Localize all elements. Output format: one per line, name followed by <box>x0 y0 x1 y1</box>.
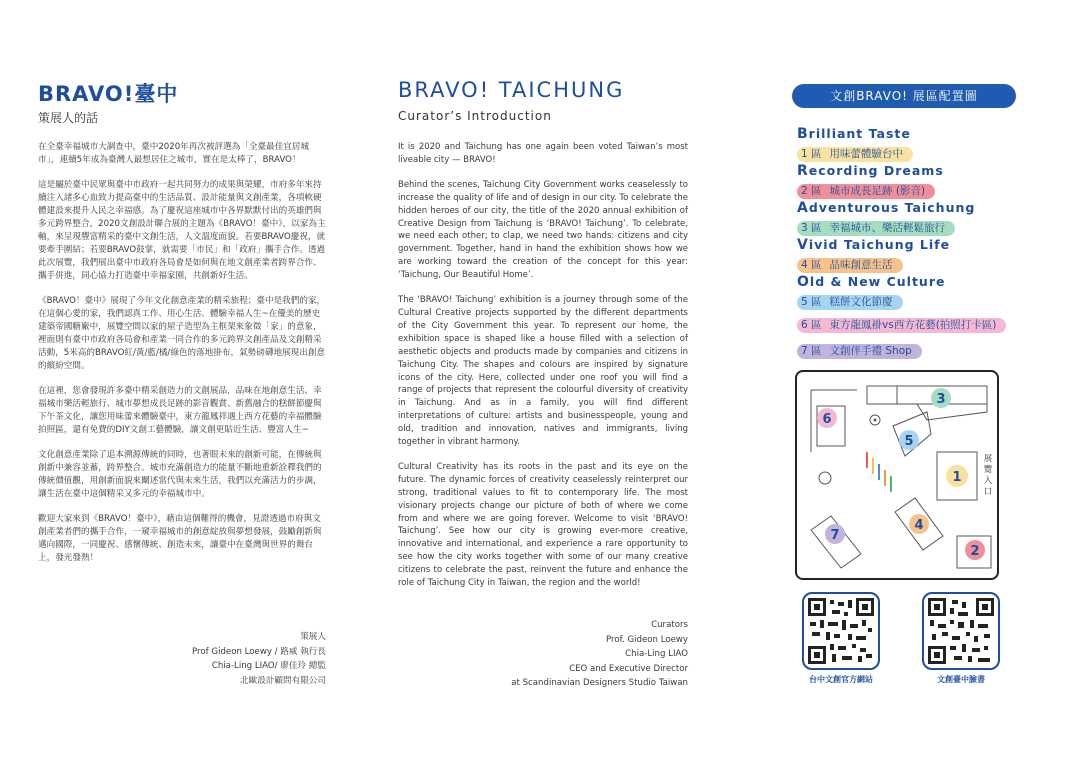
zone-name: Old & New Culture <box>797 274 946 290</box>
zh-credit-line: Prof Gideon Loewy / 路威 執行長 <box>192 646 326 657</box>
qr-code <box>922 592 1000 670</box>
zone-name: Adventurous Taichung <box>797 200 976 216</box>
zone-name: Brilliant Taste <box>797 126 911 142</box>
qr-label: 文創臺中臉書 <box>937 675 985 684</box>
zh-body <box>38 141 326 577</box>
en-paragraph: It is 2020 and Taichung has one again been voted Taiwan’s most liveable city — BRAVO! <box>398 142 688 165</box>
en-credit-line: CEO and Executive Director <box>569 663 688 674</box>
zone3-number: 3 <box>936 392 946 407</box>
zone-pill: 2 區 城市成長足跡 (影音) <box>797 184 935 199</box>
zh-paragraph: 在這裡，您會發現許多臺中精采創造力的文創展品，品味在地創意生活、幸福城市樂活輕旅行、城市夢想成長足跡的影音觀賞、新舊融合的糕餅節慶與下午茶文化，讓您用味蕾來體驗臺中，東方龍鳳祥遇上西方花藝的幸福體驗拍照區，還有免費的DIY文創工藝體驗，讓文創更貼近生活、豐富人生~ <box>38 386 322 435</box>
zone5-number: 5 <box>904 434 914 449</box>
zh-credit-line: 北歐設計顧問有限公司 <box>240 675 326 686</box>
zone-5 <box>797 274 1047 311</box>
wall-block <box>867 386 987 404</box>
zone-7 <box>797 339 1047 365</box>
en-credit-line: Prof. Gideon Loewy <box>605 634 688 645</box>
qr-pattern <box>928 598 994 664</box>
zh-paragraph: 《BRAVO！臺中》展現了今年文化創意產業的精采旅程；臺中是我們的家，在這個心愛的家，我們認真工作、用心生活、體驗幸福人生~在優美的歷史建築帝國糖廠中，展覽空間以家的屋子造型為主框架來象徵「家」的意象，裡面則有臺中市政府各局會和產業一同合作的多元跨界文創產品及文創精采活動，5米高的BRAVO紅/黃/藍/橘/綠色的落地掛布，氣勢磅礴地展現出創意的繽紛空間。 <box>38 296 326 371</box>
qr-facebook[interactable] <box>922 592 1000 685</box>
zone-4 <box>797 237 1047 274</box>
qr-official-site[interactable] <box>802 592 880 685</box>
qr-code <box>802 592 880 670</box>
zh-credits <box>192 630 326 688</box>
en-title: BRAVO! TAICHUNG <box>398 78 625 102</box>
zone-pill: 5 區 糕餅文化節慶 <box>797 295 903 310</box>
pillar <box>819 472 831 484</box>
zh-credit-line: Chia-Ling LIAO/ 廖佳玲 總監 <box>211 661 326 671</box>
zh-credit-line: 策展人 <box>300 632 326 642</box>
english-column <box>398 0 688 768</box>
zh-title: BRAVO!臺中 <box>38 82 179 106</box>
en-credit-line: Curators <box>651 620 688 630</box>
zone2-number: 2 <box>970 544 980 559</box>
en-paragraph: Cultural Creativity has its roots in the past and its eye on the future. The dynamic forces of creativity ceaselessly reinterpret our strong, traditional values to fit to contemporary life. The most visionary projects change our picture of both of where we come from and where we are going forever. Welcome to visit ‘BRAVO! Taichung’. See how our city is growing ever-more creative, innovative and international, and experience a rare opportunity to see how the city works together with some of our many creative citizens to celebrate the past, reinvent the future and enhance the role of Taichung City in Taiwan, the region and the world! <box>398 461 688 589</box>
zone4-number: 4 <box>914 518 924 533</box>
zone-legend <box>797 126 1047 365</box>
zh-paragraph: 文化創意產業除了追本溯源傳統的同時，也著眼未來的創新可能，在傳統與創新中兼容並蓄，跨界整合。城市充滿創造力的能量不斷地重新詮釋我們的傳統價值觀，用創新面貌來闡述當代與未來生活，我們以充滿活力的步調，讓生活在臺中這個精采又多元的幸福城市中。 <box>38 450 322 499</box>
zh-paragraph: 這是屬於臺中民眾與臺中市政府一起共同努力的成果與榮耀，市府多年來持續注入諸多心血致力提高臺中的生活品質、設計能量與文創產業，各項軟硬體建設來提升人民之幸福感。為了慶祝這座城市中各界默默付出的英雄們與多元跨界整合，2020文創設計聯合展的主題為《BRAVO！臺中》，以家為主軸，來呈現豐富精采的臺中文創生活，人文溫度面貌。若要BRAVO慶祝，就要牽手圍結；若要BRAVO鼓掌，就需要「市民」和「政府」攜手合作。透過此次展覽，我們展出臺中市政府各局會是如何與在地文創產業者跨界合作、攜手併進，同心協力打造臺中幸福家園，共創新好生活。 <box>38 180 326 281</box>
zh-paragraph: 歡迎大家來到《BRAVO！臺中》，藉由這個難得的機會，見證透過市府與文創產業者們的攜手合作，一窺幸福城市的創意綻放與夢想發展，鼓勵創新與邁向國際，一同慶祝、感懷傳統、創造未來，讓臺中在臺灣與世界的舞台上，發光發熱！ <box>38 514 322 563</box>
zone-pill: 4 區 品味創意生活 <box>797 258 903 273</box>
zone-pill: 1 區 用味蕾體驗台中 <box>797 147 913 162</box>
qr-label: 台中文創官方網站 <box>809 675 873 684</box>
pillar-dot <box>874 419 877 422</box>
en-body <box>398 141 688 602</box>
entrance-label: 展覽入口 <box>983 454 993 497</box>
en-credit-line: Chia-Ling LIAO <box>625 649 688 659</box>
zone-6 <box>797 313 1047 339</box>
en-credit-line: at Scandinavian Designers Studio Taiwan <box>511 678 688 688</box>
zone-2 <box>797 163 1047 200</box>
en-subtitle: Curator’s Introduction <box>398 109 552 123</box>
map-title: 文創BRAVO! 展區配置圖 <box>792 84 1016 108</box>
zone6-number: 6 <box>822 412 832 427</box>
en-credits <box>511 618 688 691</box>
zone-pill: 3 區 幸福城市、樂活輕鬆旅行 <box>797 221 955 236</box>
zh-subtitle: 策展人的話 <box>38 111 99 125</box>
floor-plan <box>795 370 999 580</box>
zone-name: Recording Dreams <box>797 163 944 179</box>
zone-pill: 6 區 東方龍鳳褂vs西方花藝(拍照打卡區) <box>797 318 1006 333</box>
zone7-number: 7 <box>830 528 840 543</box>
zone-3 <box>797 200 1047 237</box>
zone-pill: 7 區 文創伴手禮 Shop <box>797 344 922 359</box>
en-paragraph: The ‘BRAVO! Taichung’ exhibition is a journey through some of the Cultural Creative projects supported by the different departments of the City Government this year. To represent our home, the exhibition space is shaped like a house filled with a selection of aesthetic objects and products made by companies and citizens in Taichung City. The shapes and colours are inspired by signature icons of the city. Here, collected under one roof you will find a range of projects that represent the colourful diversity of creativity in Taichung. And as in a family, you will find different interpretations of culture: artists and businesspeople, young and old, tradition and innovation, natives and immigrants, living together in vibrant harmony. <box>398 295 688 448</box>
zh-paragraph: 在全臺幸福城市大調查中，臺中2020年再次被評選為「全臺最佳宜居城市」，連續5年成為臺灣人最想居住之城市，實在是太棒了，BRAVO！ <box>38 142 310 165</box>
zone-name: Vivid Taichung Life <box>797 237 951 253</box>
zone-1 <box>797 126 1047 163</box>
floor-plan-drawing <box>797 372 997 578</box>
en-paragraph: Behind the scenes, Taichung City Government works ceaselessly to increase the quality of life and of design in our city. To celebrate the hidden heroes of our city, the title of the 2020 annual exhibition of Creative Design from Taichung is ‘BRAVO! Taichung’. To celebrate, we need each other; to clap, we need two hands: citizens and city government. Together, hand in hand the exhibition shows how we are working toward the creation of the concept for this year: ‘Taichung, Our Beautiful Home’. <box>398 179 688 281</box>
qr-pattern <box>808 598 874 664</box>
chinese-column <box>38 0 326 768</box>
exhibition-map-column <box>792 0 1042 768</box>
zone1-number: 1 <box>952 470 962 485</box>
